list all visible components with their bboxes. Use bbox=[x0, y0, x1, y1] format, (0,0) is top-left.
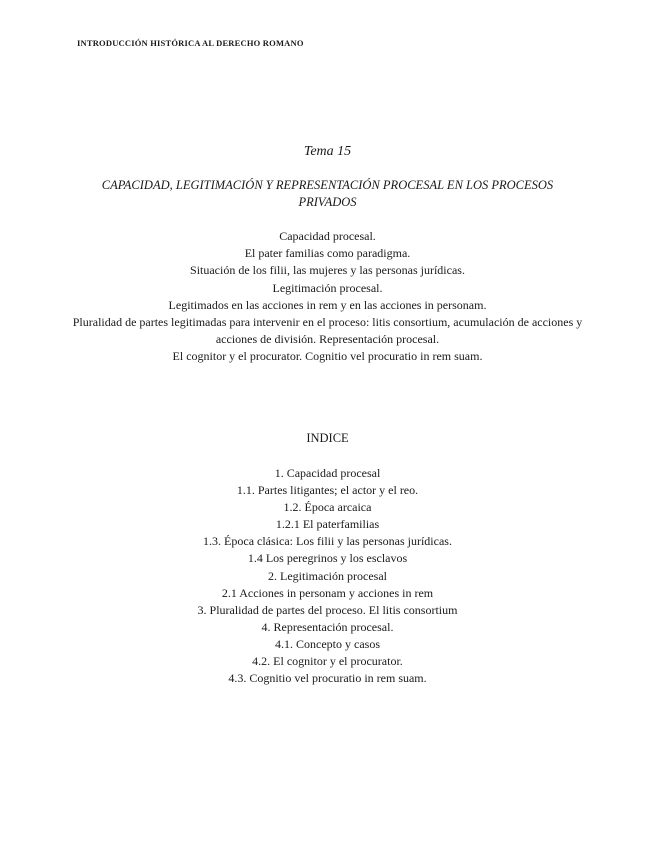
summary-line: El pater familias como paradigma. bbox=[244, 246, 411, 261]
summary-line: El cognitor y el procurator. Cognitio vel procuratio in rem suam. bbox=[172, 349, 483, 364]
index-item: 4.1. Concepto y casos bbox=[275, 636, 380, 651]
index-list bbox=[0, 465, 655, 687]
summary-line: Situación de los filii, las mujeres y las personas jurídicas. bbox=[190, 263, 465, 278]
index-item: 4. Representación procesal. bbox=[261, 619, 394, 634]
summary-line: Legitimados en las acciones in rem y en las acciones in personam. bbox=[168, 297, 487, 312]
index-heading: INDICE bbox=[306, 431, 349, 445]
index-item: 1.3. Época clásica: Los filii y las personas jurídicas. bbox=[203, 534, 452, 549]
index-item: 4.2. El cognitor y el procurator. bbox=[252, 654, 403, 669]
index-item: 1.2. Época arcaica bbox=[283, 500, 372, 515]
topic-summary bbox=[0, 228, 655, 366]
summary-line: Pluralidad de partes legitimadas para intervenir en el proceso: litis consortium, acumulación de acciones y acciones de división. Representación procesal. bbox=[72, 315, 583, 347]
summary-line: Capacidad procesal. bbox=[279, 229, 376, 243]
summary-line: Legitimación procesal. bbox=[272, 280, 383, 295]
index-item: 1.4 Los peregrinos y los esclavos bbox=[247, 551, 408, 566]
index-item: 2. Legitimación procesal bbox=[268, 568, 387, 583]
topic-label: Tema 15 bbox=[303, 144, 352, 159]
running-header: INTRODUCCIÓN HISTÓRICA AL DERECHO ROMANO bbox=[77, 38, 304, 48]
index-item: 1.1. Partes litigantes; el actor y el reo. bbox=[236, 483, 419, 498]
index-item: 4.3. Cognitio vel procuratio in rem suam. bbox=[228, 671, 427, 686]
index-item: 1.2.1 El paterfamilias bbox=[275, 517, 380, 532]
topic-title: CAPACIDAD, LEGITIMACIÓN Y REPRESENTACIÓN PROCESAL EN LOS PROCESOS PRIVADOS bbox=[101, 178, 554, 209]
index-item: 1. Capacidad procesal bbox=[274, 466, 381, 480]
index-item: 2.1 Acciones in personam y acciones in rem bbox=[221, 585, 434, 600]
index-item: 3. Pluralidad de partes del proceso. El litis consortium bbox=[197, 602, 458, 617]
